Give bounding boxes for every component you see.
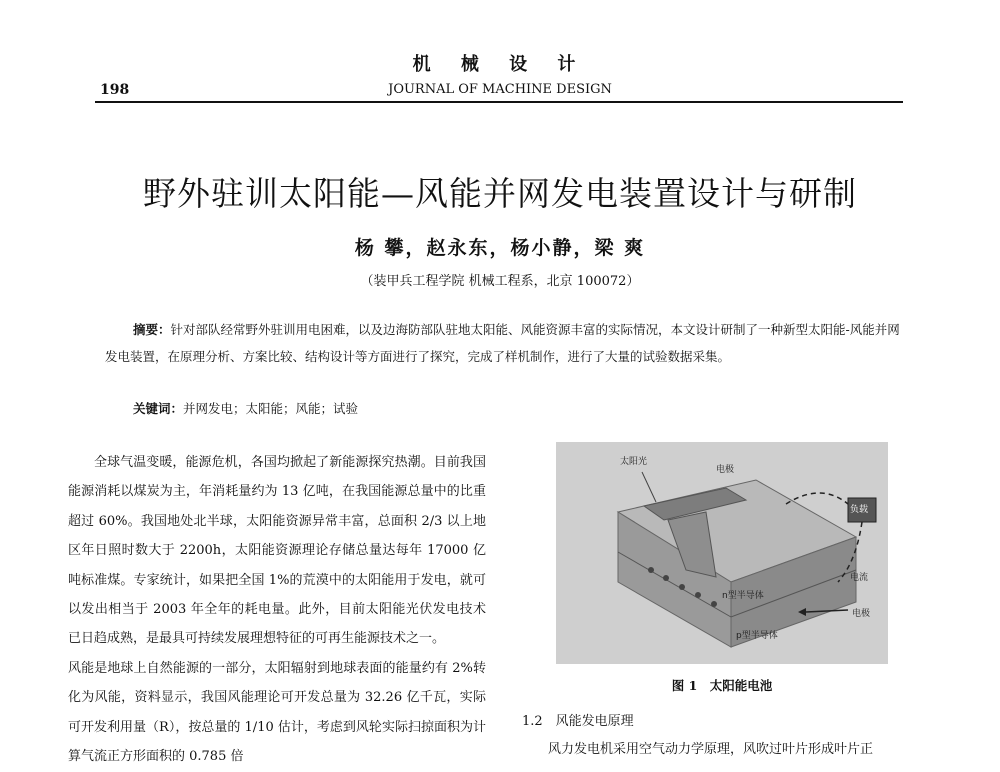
journal-title-cn: 机 械 设 计 <box>412 54 588 75</box>
label-p-type: p型半导体 <box>736 631 778 641</box>
label-n-type: n型半导体 <box>722 591 764 601</box>
solar-cell-figure <box>556 442 888 664</box>
carrier-dot <box>711 601 717 607</box>
label-load: 负载 <box>850 505 869 515</box>
label-current: 电流 <box>850 573 869 583</box>
keywords <box>133 399 358 417</box>
article-title: 野外驻训太阳能—风能并网发电装置设计与研制 <box>143 174 857 213</box>
abstract <box>105 316 905 370</box>
body-paragraph-2: 风能是地球上自然能源的一部分，太阳辐射到地球表面的能量约有 2%转化为风能，资料显示，我国风能理论可开发总量为 32.26 亿千瓦，实际可开发利用量（R），按总量的 1/10 估计，考虑到风轮实际扫掠面积为计算气流正方形面积的 0.785 倍 <box>68 661 486 765</box>
body-paragraph-1: 全球气温变暖，能源危机，各国均掀起了新能源探究热潮。目前我国能源消耗以煤炭为主，年消耗量约为 13 亿吨，在我国能源总量中的比重超过 60%。我国地处北半球，太阳能资源异常丰富，总面积 2/3 以上地区年日照时数大于 2200h，太阳能资源理论存储总量达每年 17000 亿吨标准煤。专家统计，如果把全国 1%的荒漠中的太阳能用于发电，就可以发出相当于 2003 年全年的耗电量。此外，目前太阳能光伏发电技术已日趋成熟，是最具可持续发展理想特征的可再生能源技术之一。 <box>68 455 486 647</box>
carrier-dot <box>695 592 701 598</box>
figure-caption: 图 1 太阳能电池 <box>671 678 773 693</box>
abstract-label: 摘要： <box>133 322 171 337</box>
header-rule <box>95 101 903 103</box>
article-affiliation: （装甲兵工程学院 机械工程系，北京 100072） <box>360 274 640 289</box>
page-number: 198 <box>100 82 130 98</box>
sunlight-ray <box>642 472 656 502</box>
label-electrode-top: 电极 <box>716 465 735 475</box>
body-paragraph-3: 风力发电机采用空气动力学原理，风吹过叶片形成叶片正 <box>548 742 874 757</box>
carrier-dot <box>663 575 669 581</box>
keywords-label: 关键词： <box>133 401 184 416</box>
abstract-text: 针对部队经常野外驻训用电困难，以及边海防部队驻地太阳能、风能资源丰富的实际情况，本文设计研制了一种新型太阳能-风能并网发电装置，在原理分析、方案比较、结构设计等方面进行了探究，完成了样机制作，进行了大量的试验数据采集。 <box>105 322 900 364</box>
section-heading: 1.2 风能发电原理 <box>522 714 634 729</box>
label-sunlight: 太阳光 <box>620 457 648 467</box>
keywords-text: 并网发电；太阳能；风能；试验 <box>183 401 359 416</box>
journal-title-en: JOURNAL OF MACHINE DESIGN <box>388 82 612 97</box>
carrier-dot <box>679 584 685 590</box>
carrier-dot <box>648 567 654 573</box>
article-authors: 杨 攀，赵永东，杨小静，梁 爽 <box>354 237 646 259</box>
solar-cell-diagram <box>556 442 888 664</box>
label-electrode-bottom: 电极 <box>852 609 871 619</box>
